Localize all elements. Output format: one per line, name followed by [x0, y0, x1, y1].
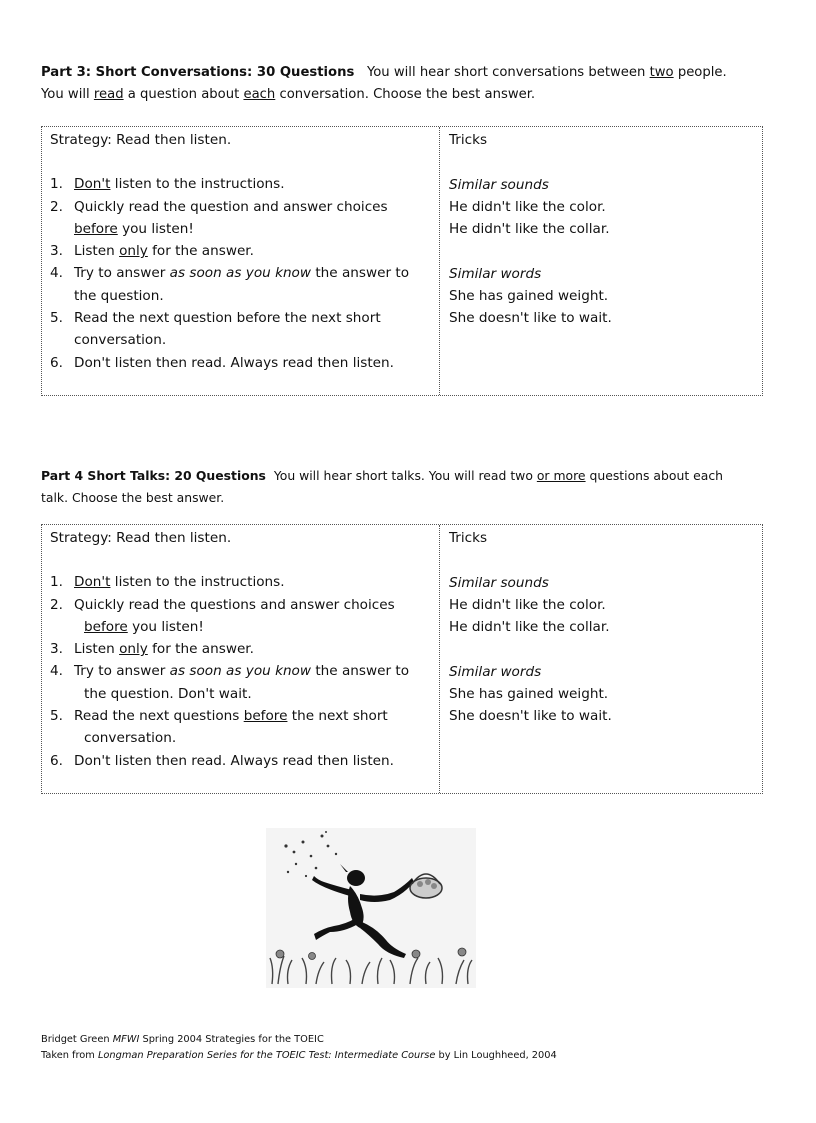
part3-line2-underline-read: read: [93, 87, 124, 102]
part4-heading-line1: [41, 465, 781, 487]
list-item: [50, 638, 435, 660]
running-figure-illustration: [266, 828, 476, 988]
step-text: the answer to: [311, 663, 410, 680]
similar-words-heading: Similar words: [449, 663, 542, 680]
step-text: the answer to: [311, 265, 410, 282]
part3-line2-a: You will: [41, 87, 94, 102]
step-text: the next short: [287, 708, 388, 725]
part3-line2-c: conversation. Choose the best answer.: [275, 87, 536, 102]
footer: [41, 1032, 761, 1064]
step-text: you listen!: [127, 618, 204, 635]
step-text: Read the next questions: [74, 708, 244, 725]
step-text: Don't listen then read. Always read then listen.: [74, 752, 394, 769]
footer-credit-line: [41, 1032, 761, 1048]
part4-intro-underline: or more: [536, 468, 586, 483]
step-italic: as soon as you know: [169, 663, 311, 680]
part3-tricks-column: [449, 129, 749, 330]
step-number: 3.: [50, 243, 63, 260]
part4-intro-a: You will hear short talks. You will read two: [273, 468, 537, 483]
step-text: you listen!: [117, 220, 194, 237]
step-text: Listen: [74, 641, 120, 658]
step-text: for the answer.: [147, 641, 254, 658]
step-text: the question. Don't wait.: [84, 685, 252, 702]
trick-example: He didn't like the color.: [449, 596, 606, 613]
step-underline: before: [243, 708, 288, 725]
part4-label: Part 4 Short Talks: 20 Questions: [41, 468, 266, 483]
part3-heading-line1: [41, 62, 781, 84]
table-divider: [439, 127, 440, 395]
trick-example: She has gained weight.: [449, 288, 609, 305]
trick-example: She doesn't like to wait.: [449, 708, 612, 725]
part3-strategy-column: [50, 129, 435, 374]
part3-heading: [41, 62, 781, 106]
part4-intro-b: questions about each: [585, 468, 723, 483]
step-number: 5.: [50, 310, 63, 327]
trick-example: She has gained weight.: [449, 686, 609, 703]
step-underline: only: [119, 243, 148, 260]
part3-tricks-title: Tricks: [449, 132, 488, 148]
step-number: 4.: [50, 663, 63, 680]
list-item: [50, 240, 435, 262]
part4-strategy-title: Strategy: Read then listen.: [50, 530, 232, 546]
footer-org: MFWI: [112, 1034, 140, 1045]
part4-strategy-table: [41, 524, 763, 794]
similar-words-heading: Similar words: [449, 265, 542, 282]
part4-heading-line2: talk. Choose the best answer.: [41, 490, 225, 505]
step-number: 2.: [50, 198, 63, 215]
clipart-svg: [266, 828, 476, 988]
step-text: Quickly read the questions and answer choices: [74, 596, 395, 613]
similar-sounds-heading: Similar sounds: [449, 574, 549, 591]
footer-book-author: by Lin Loughheed, 2004: [435, 1050, 557, 1061]
footer-book-title: Longman Preparation Series for the TOEIC Test: Intermediate Course: [97, 1050, 436, 1061]
footer-source-prefix: Taken from: [41, 1050, 98, 1061]
list-item: [50, 196, 435, 241]
step-number: 1.: [50, 574, 63, 591]
trick-example: She doesn't like to wait.: [449, 310, 612, 327]
part3-strategy-title: Strategy: Read then listen.: [50, 132, 232, 148]
part3-steps-list: [50, 173, 435, 374]
step-underline: Don't: [74, 574, 111, 591]
step-text: Read the next question before the next short: [74, 310, 381, 327]
step-number: 4.: [50, 265, 63, 282]
step-text: Try to answer: [74, 265, 170, 282]
list-item: [50, 571, 435, 593]
step-underline: before: [74, 220, 118, 237]
list-item: [50, 660, 435, 705]
step-underline: Don't: [74, 176, 111, 193]
step-number: 6.: [50, 752, 63, 769]
step-number: 3.: [50, 641, 63, 658]
footer-course: Spring 2004 Strategies for the TOEIC: [139, 1034, 324, 1045]
part3-label: Part 3: Short Conversations: 30 Questions: [41, 65, 355, 80]
list-item: [50, 173, 435, 195]
part3-heading-line2: [41, 84, 781, 106]
list-item: [50, 262, 435, 307]
list-item: [50, 705, 435, 750]
step-text: Try to answer: [74, 663, 170, 680]
part4-tricks-title: Tricks: [449, 530, 488, 546]
step-text: listen to the instructions.: [110, 176, 285, 193]
step-number: 6.: [50, 354, 63, 371]
part4-heading: [41, 465, 781, 509]
step-underline: only: [119, 641, 148, 658]
step-text: for the answer.: [147, 243, 254, 260]
part4-steps-list: [50, 571, 435, 772]
part3-strategy-table: [41, 126, 763, 396]
list-item: [50, 750, 435, 772]
part3-line2-b: a question about: [123, 87, 244, 102]
step-text: Don't listen then read. Always read then listen.: [74, 354, 394, 371]
table-divider: [439, 525, 440, 793]
step-italic: as soon as you know: [169, 265, 311, 282]
part4-strategy-column: [50, 527, 435, 772]
trick-example: He didn't like the color.: [449, 198, 606, 215]
step-text: Quickly read the question and answer choices: [74, 198, 388, 215]
trick-example: He didn't like the collar.: [449, 221, 610, 238]
step-text: conversation.: [84, 730, 177, 747]
footer-source-line: [41, 1048, 761, 1064]
part3-intro-a: You will hear short conversations between: [366, 65, 650, 80]
trick-example: He didn't like the collar.: [449, 619, 610, 636]
part3-intro-b: people.: [673, 65, 727, 80]
step-number: 1.: [50, 176, 63, 193]
step-text: listen to the instructions.: [110, 574, 285, 591]
part4-tricks-column: [449, 527, 749, 728]
step-text: the question.: [74, 287, 164, 304]
step-underline: before: [84, 618, 128, 635]
similar-sounds-heading: Similar sounds: [449, 176, 549, 193]
list-item: [50, 307, 435, 352]
step-text: Listen: [74, 243, 120, 260]
part3-line2-underline-each: each: [243, 87, 276, 102]
step-number: 2.: [50, 596, 63, 613]
list-item: [50, 352, 435, 374]
list-item: [50, 594, 435, 639]
step-number: 5.: [50, 708, 63, 725]
footer-author: Bridget Green: [41, 1034, 113, 1045]
step-text: conversation.: [74, 332, 167, 349]
part3-intro-underline: two: [649, 65, 674, 80]
